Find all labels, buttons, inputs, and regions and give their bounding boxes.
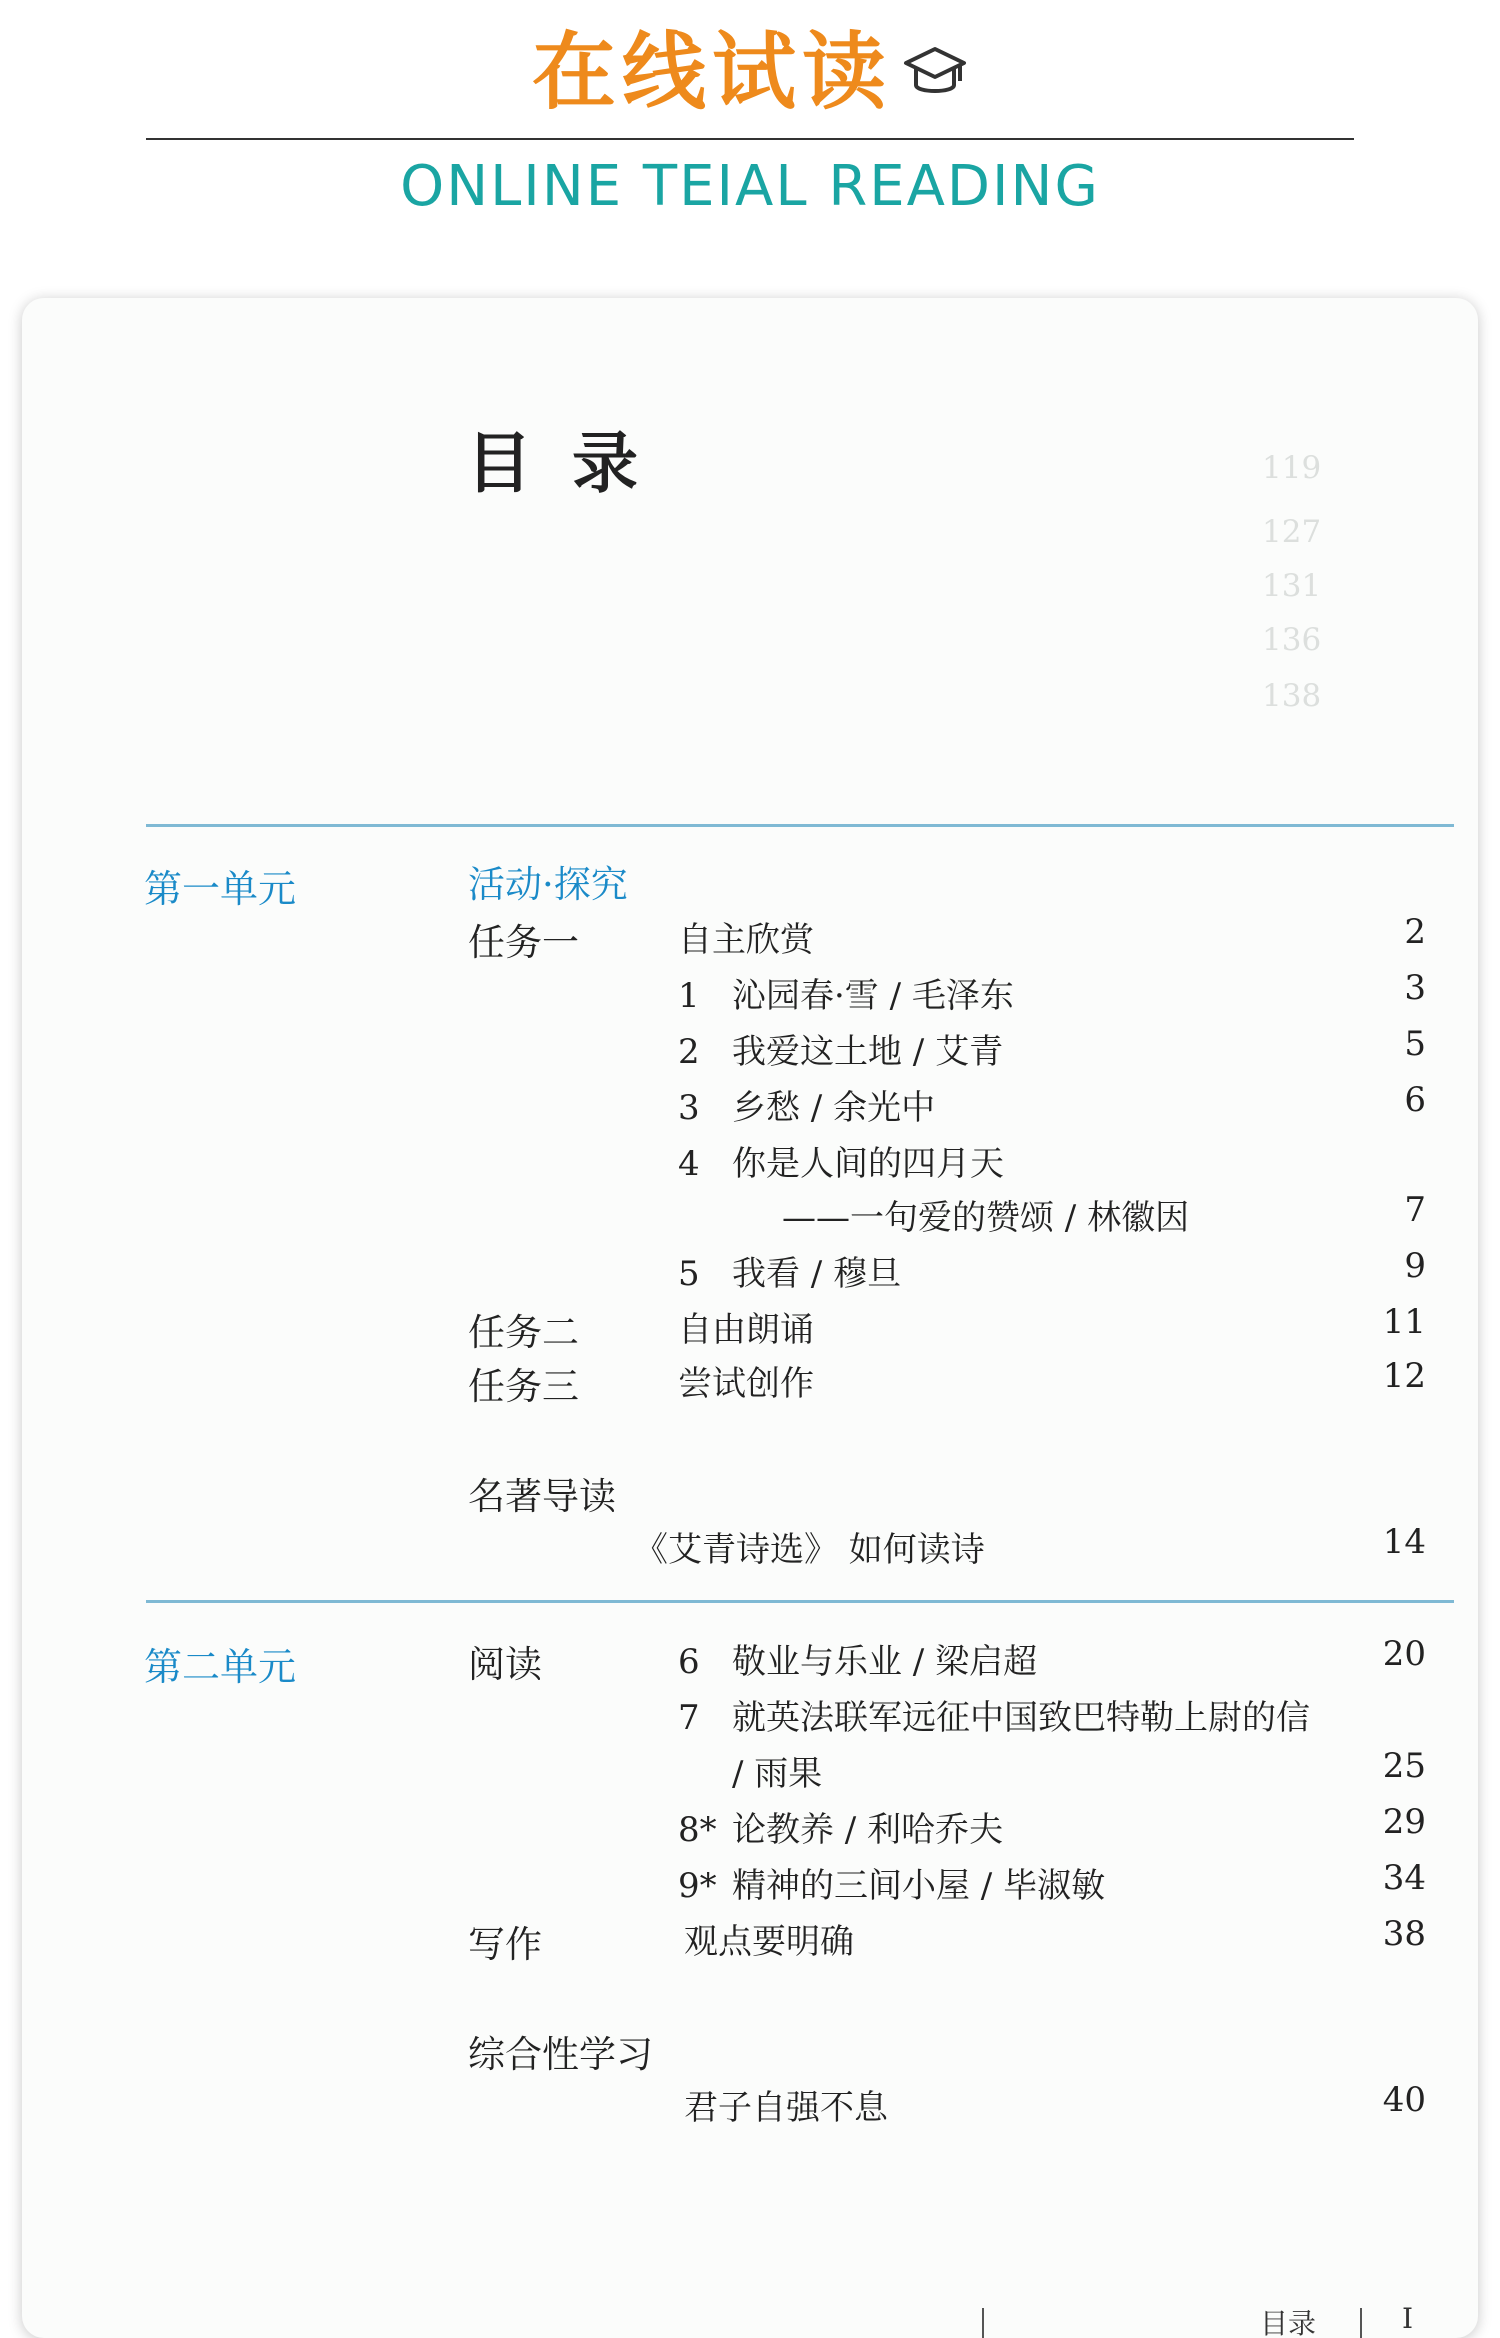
toc-title: 目录: [466, 424, 678, 502]
banner-title-text: 在线试读: [531, 23, 892, 121]
toc-entry[interactable]: [678, 1080, 935, 1129]
toc-entry[interactable]: [678, 1246, 901, 1295]
entry-page: 20: [1382, 1634, 1426, 1674]
banner-subtitle: ONLINE TEIAL READING: [400, 154, 1100, 219]
entry-page: 34: [1382, 1858, 1426, 1898]
entry-page: 3: [1404, 968, 1426, 1008]
bleed-through-text: 127: [1262, 514, 1322, 550]
entry-number: 1: [678, 976, 700, 1016]
unit-heading-1: 第一单元: [144, 867, 297, 911]
entry-title: 敬业与乐业 / 梁启超: [732, 1642, 1038, 1682]
toc-entry[interactable]: [678, 912, 814, 961]
footer-label: 目录: [1260, 2307, 1317, 2338]
section-heading-task3: 任务三: [468, 1365, 579, 1408]
section-heading-comprehensive: 综合性学习: [468, 2033, 653, 2076]
entry-title: 乡愁 / 余光中: [732, 1088, 936, 1128]
unit-divider: [146, 824, 1454, 827]
entry-title: 尝试创作: [678, 1364, 814, 1404]
entry-number: 4: [678, 1144, 700, 1184]
toc-entry[interactable]: [678, 1858, 1105, 1907]
entry-title: / 雨果: [732, 1754, 823, 1794]
entry-title: 《艾青诗选》 如何读诗: [634, 1530, 985, 1570]
toc-entry-continuation[interactable]: [732, 1746, 822, 1795]
entry-number: 3: [678, 1088, 700, 1128]
entry-title: ——一句爱的赞颂 / 林徽因: [782, 1198, 1190, 1238]
section-heading-task1: 任务一: [468, 921, 579, 964]
toc-entry[interactable]: [678, 1302, 814, 1351]
section-heading-writing: 写作: [468, 1923, 542, 1966]
entry-page: 9: [1404, 1246, 1426, 1286]
section-heading-reading: 阅读: [468, 1643, 542, 1686]
entry-title: 论教养 / 利哈乔夫: [732, 1810, 1004, 1850]
toc-entry[interactable]: [678, 1634, 1037, 1683]
entry-title: 君子自强不息: [684, 2088, 888, 2128]
book-page: [22, 298, 1478, 2338]
entry-title: 就英法联军远征中国致巴特勒上尉的信: [732, 1698, 1310, 1738]
entry-title: 观点要明确: [684, 1922, 854, 1962]
entry-title: 我爱这土地 / 艾青: [732, 1032, 1004, 1072]
toc-entry[interactable]: [678, 1356, 814, 1405]
bleed-through-text: 131: [1262, 568, 1322, 604]
entry-title: 精神的三间小屋 / 毕淑敏: [732, 1866, 1106, 1906]
entry-number: 2: [678, 1032, 700, 1072]
entry-title: 自主欣赏: [678, 920, 814, 960]
toc-entry[interactable]: [684, 1914, 854, 1963]
toc-entry[interactable]: [678, 1136, 1004, 1185]
unit-heading-2: 第二单元: [144, 1645, 297, 1689]
entry-page: 7: [1404, 1190, 1426, 1230]
entry-page: 5: [1404, 1024, 1426, 1064]
entry-page: 6: [1404, 1080, 1426, 1120]
toc-entry-continuation[interactable]: [782, 1190, 1189, 1239]
entry-number: 5: [678, 1254, 700, 1294]
toc-entry[interactable]: [678, 968, 1014, 1017]
section-heading-activity: 活动·探究: [468, 863, 628, 906]
bleed-through-text: 136: [1262, 622, 1322, 658]
entry-page: 38: [1382, 1914, 1426, 1954]
footer-divider: [1360, 2308, 1362, 2338]
bleed-through-text: 119: [1262, 450, 1322, 486]
entry-number: 6: [678, 1642, 700, 1682]
entry-number: 8*: [678, 1810, 717, 1850]
bleed-through-text: 138: [1262, 678, 1322, 714]
entry-number: 9*: [678, 1866, 717, 1906]
entry-number: 7: [678, 1698, 700, 1738]
entry-page: 29: [1382, 1802, 1426, 1842]
toc-entry[interactable]: [678, 1802, 1003, 1851]
footer-page-number: I: [1402, 2302, 1414, 2335]
entry-page: 12: [1382, 1356, 1426, 1396]
toc-entry[interactable]: [684, 2080, 888, 2129]
entry-page: 2: [1404, 912, 1426, 952]
toc-entry[interactable]: [678, 1024, 1003, 1073]
entry-page: 40: [1382, 2080, 1426, 2120]
entry-page: 11: [1382, 1302, 1426, 1342]
unit-divider: [146, 1600, 1454, 1603]
banner-divider: [146, 138, 1354, 140]
section-heading-task2: 任务二: [468, 1311, 579, 1354]
banner: [0, 0, 1500, 290]
entry-page: 25: [1382, 1746, 1426, 1786]
banner-title: [0, 22, 1500, 128]
toc-entry[interactable]: [634, 1522, 985, 1571]
entry-title: 沁园春·雪 / 毛泽东: [732, 976, 1014, 1016]
entry-title: 你是人间的四月天: [732, 1144, 1004, 1184]
toc-entry[interactable]: [678, 1690, 1310, 1739]
footer-divider: [982, 2308, 984, 2338]
entry-title: 我看 / 穆旦: [732, 1254, 902, 1294]
entry-page: 14: [1382, 1522, 1426, 1562]
section-heading-classics: 名著导读: [468, 1475, 616, 1518]
graduation-cap-icon: [902, 28, 968, 128]
entry-title: 自由朗诵: [678, 1310, 814, 1350]
